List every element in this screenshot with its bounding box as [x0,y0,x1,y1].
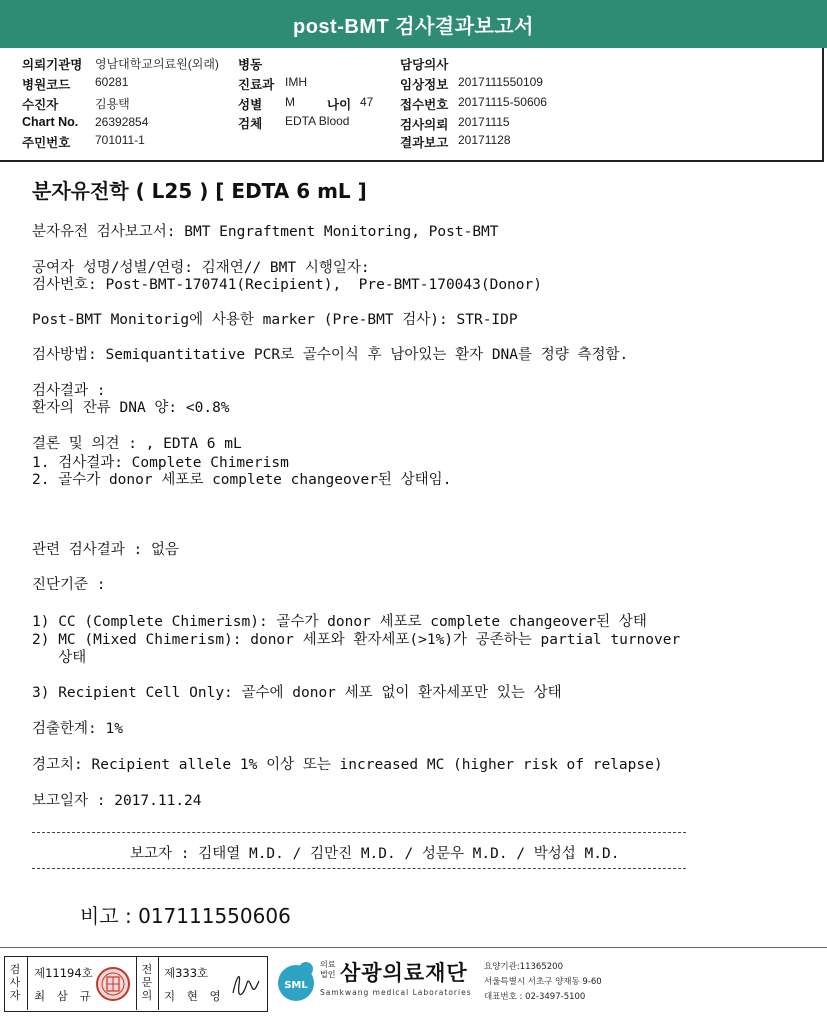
report-line: 진단기준 : [32,577,106,593]
value-resident-number: 701011-1 [95,133,145,147]
report-line: 경고치: Recipient allele 1% 이상 또는 increased MC (higher risk of relapse) [32,757,663,773]
dashed-divider [32,868,686,869]
org-phone: 대표번호 : 02-3497-5100 [484,992,586,1002]
report-line: 환자의 잔류 DNA 양: <0.8% [32,400,230,416]
specialist-label: 전문의 [141,963,153,1002]
svg-text:SML: SML [284,980,308,991]
remark: 비고 : 017111550606 [80,904,291,928]
report-line: 공여자 성명/성별/연령: 김재연// BMT 시행일자: [32,260,370,276]
page-title: post-BMT 검사결과보고서 [293,15,534,38]
report-line: 검사번호: Post-BMT-170741(Recipient), Pre-BMT-170043(Donor) [32,277,542,293]
label-receipt-number: 접수번호 [400,98,449,112]
dashed-divider [32,832,686,833]
label-hospital-code: 병원코드 [22,78,71,92]
report-line: Post-BMT Monitorig에 사용한 marker (Pre-BMT 검사): STR-IDP [32,312,518,328]
org-type-label: 의료 법인 [320,960,336,979]
tester-license: 제11194호 [34,966,93,980]
tester-label: 검사자 [9,963,21,1002]
report-line: 검사방법: Semiquantitative PCR로 골수이식 후 남아있는 환자 DNA를 정량 측정함. [32,347,629,363]
seal-stamp-icon [95,966,131,1002]
value-chart-no: 26392854 [95,115,149,129]
label-attending-doctor: 담당의사 [400,58,449,72]
value-patient: 김용택 [95,97,130,111]
value-test-request: 20171115 [458,115,510,129]
sml-logo-icon [272,957,320,1005]
report-line: 보고일자 : 2017.11.24 [32,793,202,809]
signature-box [4,956,268,1012]
label-test-request: 검사의뢰 [400,118,449,132]
report-line: 2) MC (Mixed Chimerism): donor 세포와 환자세포(>1%)가 공존하는 partial turnover [32,632,681,648]
divider [27,957,28,1010]
report-line: 1. 검사결과: Complete Chimerism [32,455,289,471]
value-sex: M [285,95,295,109]
divider [158,957,159,1010]
patient-info-box [0,48,824,162]
value-requesting-institution: 영남대학교의료원(외래) [95,57,219,71]
value-hospital-code: 60281 [95,75,129,89]
report-line: 관련 검사결과 : 없음 [32,542,179,558]
label-department: 진료과 [238,78,275,92]
signature-icon [227,967,263,1001]
value-specimen: EDTA Blood [285,114,350,128]
label-clinical-info: 임상정보 [400,78,449,92]
report-line: 상태 [32,650,87,666]
label-resident-number: 주민번호 [22,136,71,150]
footer-divider [0,947,827,948]
report-line: 1) CC (Complete Chimerism): 골수가 donor 세포로 complete changeover된 상태 [32,614,647,630]
value-receipt-number: 20171115-50606 [458,95,547,109]
report-line: 2. 골수가 donor 세포로 complete changeover된 상태임. [32,472,452,488]
report-line: 검출한계: 1% [32,721,123,737]
report-line: 3) Recipient Cell Only: 골수에 donor 세포 없이 환자세포만 있는 상태 [32,685,562,701]
reporters-line: 보고자 : 김태열 M.D. / 김만진 M.D. / 성문우 M.D. / 박성섭 M.D. [130,846,620,862]
organization-name: 삼광의료재단 [340,961,468,985]
label-sex: 성별 [238,98,263,112]
label-chart-no: Chart No. [22,115,79,129]
specialist-name: 지 현 영 [164,989,225,1003]
divider [136,957,137,1010]
report-line: 분자유전 검사보고서: BMT Engraftment Monitoring, Post-BMT [32,224,499,240]
label-ward: 병동 [238,58,263,72]
label-requesting-institution: 의뢰기관명 [22,58,83,72]
tester-name: 최 삼 규 [34,989,95,1003]
value-clinical-info: 20171115501​09 [458,75,543,89]
value-result-report: 20171128 [458,133,511,147]
org-code: 요양기관:11365200 [484,962,563,972]
org-address: 서울특별시 서초구 양재동 9-60 [484,977,602,987]
label-specimen: 검체 [238,117,263,131]
report-line: 결론 및 의견 : , EDTA 6 mL [32,436,242,452]
section-title: 분자유전학 ( L25 ) [ EDTA 6 mL ] [32,179,367,203]
specialist-license: 제333호 [164,966,209,980]
label-result-report: 결과보고 [400,136,449,150]
organization-english-name: Samkwang medical Laboratories [320,988,472,997]
label-age: 나이 [327,98,352,112]
value-age: 47 [360,95,374,109]
value-department: IMH [285,75,307,89]
label-patient: 수진자 [22,98,59,112]
report-line: 검사결과 : [32,383,106,399]
